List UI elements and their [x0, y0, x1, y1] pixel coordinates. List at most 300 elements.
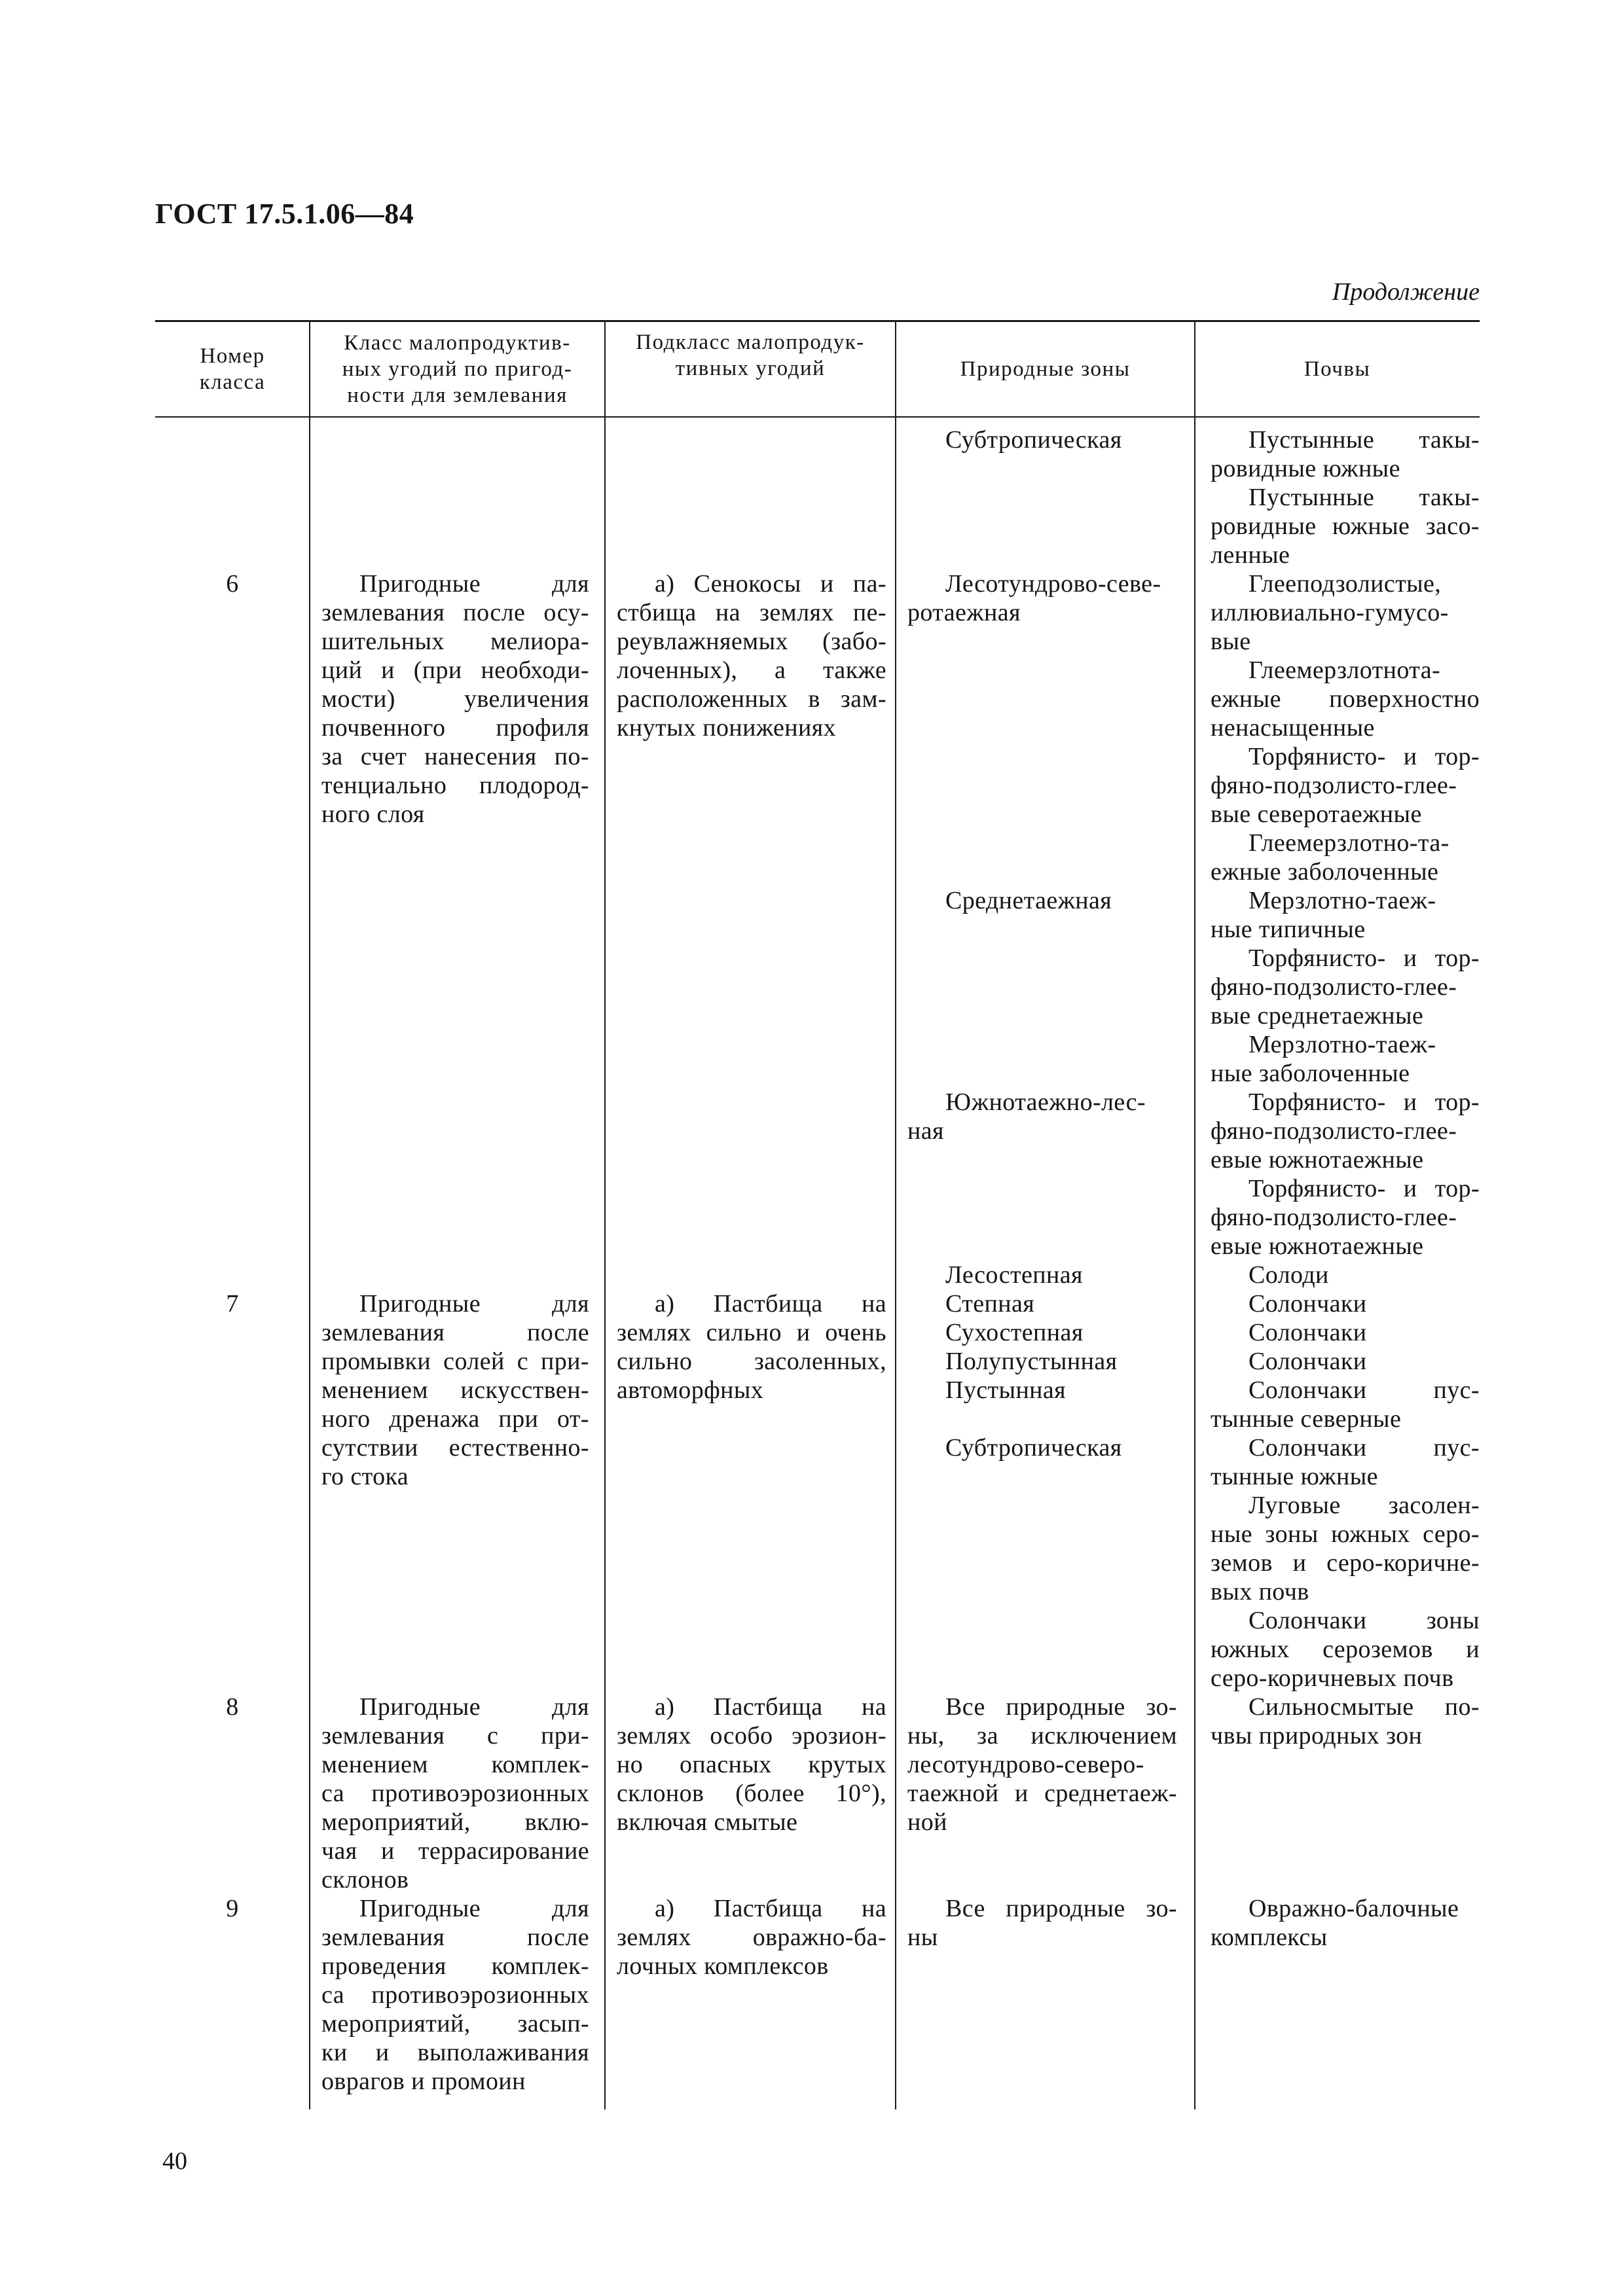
class-number-cell — [155, 1952, 310, 1981]
class-number-cell — [155, 771, 310, 800]
text-line — [321, 742, 589, 771]
suitability-class-cell — [310, 886, 605, 915]
text-line: ежные заболоченные — [1211, 858, 1439, 886]
text-line — [321, 1779, 589, 1808]
text-line — [321, 1289, 589, 1318]
table-row — [155, 512, 1480, 541]
table-row — [155, 713, 1480, 742]
text-line — [1211, 1117, 1480, 1145]
subclass-cell — [605, 454, 896, 483]
natural-zone-cell — [896, 944, 1195, 973]
table-row — [155, 1376, 1480, 1405]
text-line — [1211, 1174, 1480, 1203]
word: эрозион- — [792, 1722, 886, 1749]
text-line — [321, 1318, 589, 1347]
suitability-class-cell — [310, 1894, 605, 1923]
column-header-line: Подкласс малопродук- — [636, 331, 865, 354]
soil-cell — [1195, 656, 1480, 685]
word: ного — [321, 1405, 371, 1433]
natural-zone-cell — [896, 1865, 1195, 1894]
table-row — [155, 1088, 1480, 1117]
word: на — [861, 1290, 886, 1318]
subclass-cell — [605, 541, 896, 569]
word: нанесения — [424, 743, 537, 770]
word: Торфянисто- — [1249, 944, 1386, 972]
natural-zone-cell — [896, 1059, 1195, 1088]
word: плодород- — [479, 772, 589, 799]
word: среднетаеж- — [1044, 1780, 1177, 1807]
natural-zone-cell — [896, 1635, 1195, 1664]
word: поверхностно — [1329, 685, 1480, 713]
class-number-cell — [155, 1981, 310, 2009]
table-row — [155, 1318, 1480, 1347]
word: южные — [1332, 512, 1410, 540]
class-number-cell — [155, 1376, 310, 1405]
soil-cell — [1195, 1894, 1480, 1923]
word: сутствии — [321, 1434, 418, 1462]
suitability-class-cell — [310, 771, 605, 800]
word: промывки — [321, 1348, 431, 1375]
word: исключением — [1030, 1722, 1177, 1749]
word: также — [822, 656, 886, 684]
subclass-cell — [605, 1030, 896, 1059]
subclass-cell — [605, 973, 896, 1001]
subclass-cell — [605, 1203, 896, 1232]
soil-cell — [1195, 1721, 1480, 1750]
text-line — [321, 1923, 589, 1952]
class-number-cell — [155, 1693, 310, 1721]
word: по- — [1444, 1693, 1480, 1721]
class-number-cell — [155, 1261, 310, 1289]
column-header-subclass — [605, 320, 896, 418]
class-number-cell — [155, 1203, 310, 1232]
suitability-class-cell — [310, 1117, 605, 1145]
subclass-cell — [605, 1174, 896, 1203]
class-number-cell — [155, 1347, 310, 1376]
table-row — [155, 1577, 1480, 1606]
word: и — [796, 1319, 811, 1346]
soil-cell — [1195, 1261, 1480, 1289]
soil-cell — [1195, 1779, 1480, 1808]
text-line — [321, 1693, 589, 1721]
word: для — [552, 1693, 589, 1721]
class-number-cell — [155, 1059, 310, 1088]
text-line — [617, 1750, 886, 1779]
word: комплек- — [491, 1751, 589, 1778]
word: для — [552, 570, 589, 598]
text-line — [617, 1693, 886, 1721]
natural-zone-cell — [896, 1433, 1195, 1462]
word: при- — [541, 1348, 589, 1375]
natural-zone-cell — [896, 1088, 1195, 1117]
word: овражно-ба- — [752, 1924, 886, 1951]
subclass-cell — [605, 1318, 896, 1347]
word: па- — [852, 570, 886, 598]
soil-cell — [1195, 1981, 1480, 2009]
suitability-class-cell — [310, 1981, 605, 2009]
natural-zone-cell — [896, 1779, 1195, 1808]
suitability-class-cell — [310, 1088, 605, 1117]
suitability-class-cell — [310, 1520, 605, 1549]
word: (более — [735, 1780, 805, 1807]
table-row — [155, 541, 1480, 569]
natural-zone-cell — [896, 1952, 1195, 1981]
word: Солончаки — [1249, 1607, 1367, 1634]
text-line: ленные — [1211, 541, 1290, 569]
text-line: Солончаки — [1249, 1290, 1367, 1318]
column-header-line: Почвы — [1304, 357, 1371, 381]
suitability-class-cell — [310, 1549, 605, 1577]
text-line — [1211, 483, 1480, 512]
word: особо — [710, 1722, 773, 1749]
column-header-line: Природные зоны — [960, 357, 1131, 381]
word: опасных — [679, 1751, 772, 1778]
natural-zone-cell — [896, 1261, 1195, 1289]
subclass-cell — [605, 1001, 896, 1030]
word: Пастбища — [713, 1895, 823, 1922]
word: и — [375, 2039, 390, 2066]
text-line — [1211, 569, 1480, 598]
class-number-cell — [155, 829, 310, 857]
class-number-cell — [155, 454, 310, 483]
word: зо- — [1146, 1895, 1177, 1922]
text-line — [617, 1923, 886, 1952]
natural-zone-cell — [896, 1232, 1195, 1261]
soil-cell — [1195, 1520, 1480, 1549]
word: Южнотаежно-лес- — [945, 1088, 1146, 1116]
word: (забо- — [822, 628, 886, 655]
table-row — [155, 1001, 1480, 1030]
class-number: 7 — [226, 1290, 239, 1318]
word: Глеемерзлотно-та- — [1249, 829, 1450, 857]
text-line — [321, 1405, 589, 1433]
subclass-cell — [605, 944, 896, 973]
word: а) — [655, 1895, 675, 1922]
subclass-cell — [605, 685, 896, 713]
table-row — [155, 1721, 1480, 1750]
natural-zone-cell — [896, 1117, 1195, 1145]
table-row — [155, 857, 1480, 886]
word: ровидные — [1211, 512, 1317, 540]
natural-zone-cell — [896, 1837, 1195, 1865]
soil-cell — [1195, 627, 1480, 656]
text-line — [321, 1952, 589, 1981]
word: и — [380, 1837, 395, 1865]
word: фяно-подзолисто-глее- — [1211, 973, 1457, 1001]
soil-cell — [1195, 685, 1480, 713]
word: лесотундрово-северо- — [907, 1751, 1144, 1778]
word: серо-коричне- — [1326, 1549, 1480, 1577]
subclass-cell — [605, 2067, 896, 2096]
table-row — [155, 1289, 1480, 1318]
subclass-cell — [605, 569, 896, 598]
natural-zone-cell — [896, 742, 1195, 771]
word: сильно — [706, 1319, 782, 1346]
natural-zone-cell — [896, 1606, 1195, 1635]
natural-zone-cell — [896, 829, 1195, 857]
subclass-cell — [605, 1289, 896, 1318]
text-line — [321, 1433, 589, 1462]
word: и — [1014, 1780, 1029, 1807]
subclass-cell — [605, 771, 896, 800]
word: с — [487, 1722, 499, 1749]
suitability-class-cell — [310, 1779, 605, 1808]
text-line — [1211, 829, 1480, 857]
natural-zone-cell — [896, 541, 1195, 569]
table-row — [155, 1030, 1480, 1059]
class-number-cell — [155, 1779, 310, 1808]
subclass-cell — [605, 915, 896, 944]
word: 10°), — [835, 1780, 886, 1807]
subclass-cell — [605, 1894, 896, 1923]
suitability-class-cell — [310, 1059, 605, 1088]
word: вклю- — [524, 1808, 589, 1836]
text-line — [907, 1750, 1177, 1779]
text-line: Солончаки — [1249, 1319, 1367, 1346]
word: естественно- — [448, 1434, 589, 1462]
natural-zone-cell — [896, 1894, 1195, 1923]
word: тор- — [1434, 944, 1480, 972]
suitability-class-cell — [310, 1750, 605, 1779]
word: расположенных — [617, 685, 788, 713]
natural-zone-cell — [896, 1203, 1195, 1232]
natural-zone-cell — [896, 1289, 1195, 1318]
word: стбища — [617, 599, 697, 626]
word: осу- — [543, 599, 589, 626]
word: южных — [1331, 1520, 1410, 1548]
word: ки — [321, 2039, 348, 2066]
natural-zone-cell — [896, 425, 1195, 454]
table-row — [155, 2038, 1480, 2067]
table-row — [155, 2067, 1480, 2096]
class-number-cell — [155, 800, 310, 829]
text-line — [617, 1347, 886, 1376]
soil-cell — [1195, 1491, 1480, 1520]
word: такы- — [1419, 426, 1480, 454]
word: землях — [759, 599, 834, 626]
suitability-class-cell — [310, 1289, 605, 1318]
class-number-cell — [155, 1808, 310, 1837]
class-number-cell — [155, 1491, 310, 1520]
word: зам- — [840, 685, 886, 713]
word: проведения — [321, 1952, 447, 1980]
text-line: ны — [907, 1924, 938, 1951]
word: землевания — [321, 599, 445, 626]
word: и — [1403, 1175, 1417, 1202]
subclass-cell — [605, 886, 896, 915]
text-line: склонов — [321, 1866, 409, 1893]
natural-zone-cell — [896, 1491, 1195, 1520]
natural-zone-cell — [896, 627, 1195, 656]
subclass-cell — [605, 1721, 896, 1750]
class-number-cell — [155, 713, 310, 742]
word: крутых — [808, 1751, 886, 1778]
word: засо- — [1425, 512, 1480, 540]
column-header-line: Номер — [200, 344, 265, 368]
word: но — [617, 1751, 644, 1778]
word: а) — [655, 1693, 675, 1721]
suitability-class-cell — [310, 1261, 605, 1289]
text-line — [1211, 771, 1480, 800]
suitability-class-cell — [310, 1577, 605, 1606]
word: и — [820, 570, 834, 598]
table-row — [155, 1203, 1480, 1232]
text-line — [1211, 973, 1480, 1001]
class-number-cell — [155, 512, 310, 541]
word: зоны — [1426, 1607, 1480, 1634]
class-number-cell — [155, 1837, 310, 1865]
word: за — [321, 743, 343, 770]
soil-cell — [1195, 569, 1480, 598]
word: ций — [321, 656, 363, 684]
suitability-class-cell — [310, 1952, 605, 1981]
word: Пригодные — [359, 1895, 481, 1922]
text-line — [321, 771, 589, 800]
subclass-cell — [605, 425, 896, 454]
subclass-cell — [605, 1837, 896, 1865]
text-line: вые северотаежные — [1211, 800, 1422, 828]
text-line — [1211, 1203, 1480, 1232]
table-row — [155, 829, 1480, 857]
text-line — [1211, 1693, 1480, 1721]
subclass-cell — [605, 1088, 896, 1117]
word: Пригодные — [359, 1290, 481, 1318]
soil-cell — [1195, 1549, 1480, 1577]
soil-cell — [1195, 1174, 1480, 1203]
table-row — [155, 1808, 1480, 1837]
word: по- — [554, 743, 589, 770]
table-row — [155, 656, 1480, 685]
word: на — [861, 1693, 886, 1721]
word: после — [527, 1319, 589, 1346]
natural-zone-cell — [896, 1405, 1195, 1433]
text-line: тынные северные — [1211, 1405, 1402, 1433]
soil-cell — [1195, 2067, 1480, 2096]
word: солей — [443, 1348, 505, 1375]
table-row — [155, 685, 1480, 713]
table-row — [155, 973, 1480, 1001]
text-line: ной — [907, 1808, 947, 1836]
word: пус- — [1433, 1434, 1480, 1462]
text-line — [321, 1347, 589, 1376]
class-number-cell — [155, 1462, 310, 1491]
table-top-rule — [155, 320, 1480, 322]
text-line: ротаежная — [907, 599, 1021, 626]
text-line — [321, 2009, 589, 2038]
subclass-cell — [605, 1117, 896, 1145]
text-line: кнутых понижениях — [617, 714, 837, 742]
word: с — [517, 1348, 529, 1375]
class-number-cell — [155, 944, 310, 973]
word: и — [1403, 944, 1417, 972]
text-line: включая смытые — [617, 1808, 798, 1836]
text-line — [907, 569, 1177, 598]
table-row — [155, 425, 1480, 454]
natural-zone-cell — [896, 1030, 1195, 1059]
word: Пригодные — [359, 1693, 481, 1721]
text-line: Пустынная — [945, 1376, 1067, 1404]
text-line — [321, 1837, 589, 1865]
class-number-cell — [155, 1030, 310, 1059]
word: после — [463, 599, 526, 626]
text-line: евые южнотаежные — [1211, 1146, 1424, 1174]
word: иллювиально-гумусо- — [1211, 599, 1449, 626]
text-line — [321, 1808, 589, 1837]
text-line: комплексы — [1211, 1924, 1328, 1951]
table-row — [155, 915, 1480, 944]
text-line: го стока — [321, 1463, 409, 1490]
class-number-cell — [155, 1145, 310, 1174]
word: Лесотундрово-севе- — [945, 570, 1161, 598]
text-line: ного слоя — [321, 800, 425, 828]
table-header-row — [155, 320, 1480, 418]
suitability-class-cell — [310, 1664, 605, 1693]
subclass-cell — [605, 627, 896, 656]
word: тенциально — [321, 772, 447, 799]
text-line: чвы природных зон — [1211, 1722, 1423, 1749]
word: Глеемерзлотнота- — [1249, 656, 1441, 684]
subclass-cell — [605, 1145, 896, 1174]
text-line: Сухостепная — [945, 1319, 1084, 1346]
word: выполаживания — [417, 2039, 589, 2066]
class-number-cell — [155, 915, 310, 944]
word: и — [1292, 1549, 1307, 1577]
word: профиля — [496, 714, 589, 742]
column-header-line: тивных угодий — [675, 357, 826, 380]
text-line — [1211, 656, 1480, 685]
soil-cell — [1195, 2009, 1480, 2038]
suitability-class-cell — [310, 829, 605, 857]
column-header-line: ности для землевания — [347, 383, 568, 407]
word: ны, — [907, 1722, 945, 1749]
subclass-cell — [605, 1779, 896, 1808]
soil-cell — [1195, 1232, 1480, 1261]
page-number: 40 — [162, 2147, 187, 2175]
table-row — [155, 1606, 1480, 1635]
class-number-cell — [155, 1174, 310, 1203]
table-row — [155, 886, 1480, 915]
natural-zone-cell — [896, 771, 1195, 800]
table-row — [155, 1405, 1480, 1433]
word: Все — [945, 1693, 985, 1721]
word: тор- — [1434, 1175, 1480, 1202]
word: Торфянисто- — [1249, 1088, 1386, 1116]
soil-cell — [1195, 915, 1480, 944]
word: Пастбища — [713, 1290, 823, 1318]
class-number-cell — [155, 1721, 310, 1750]
suitability-class-cell — [310, 1606, 605, 1635]
subclass-cell — [605, 656, 896, 685]
suitability-class-cell — [310, 512, 605, 541]
word: природные — [1006, 1693, 1125, 1721]
suitability-class-cell — [310, 1865, 605, 1894]
suitability-class-cell — [310, 1347, 605, 1376]
soil-cell — [1195, 713, 1480, 742]
natural-zone-cell — [896, 1664, 1195, 1693]
suitability-class-cell — [310, 857, 605, 886]
word: и — [1403, 1088, 1417, 1116]
suitability-class-cell — [310, 2038, 605, 2067]
word: для — [552, 1895, 589, 1922]
word: счет — [360, 743, 407, 770]
word: засып- — [517, 2010, 589, 2037]
soil-cell — [1195, 1347, 1480, 1376]
table-row — [155, 771, 1480, 800]
class-number-cell — [155, 1232, 310, 1261]
subclass-cell — [605, 1606, 896, 1635]
natural-zone-cell — [896, 454, 1195, 483]
text-line: евые южнотаежные — [1211, 1232, 1424, 1260]
